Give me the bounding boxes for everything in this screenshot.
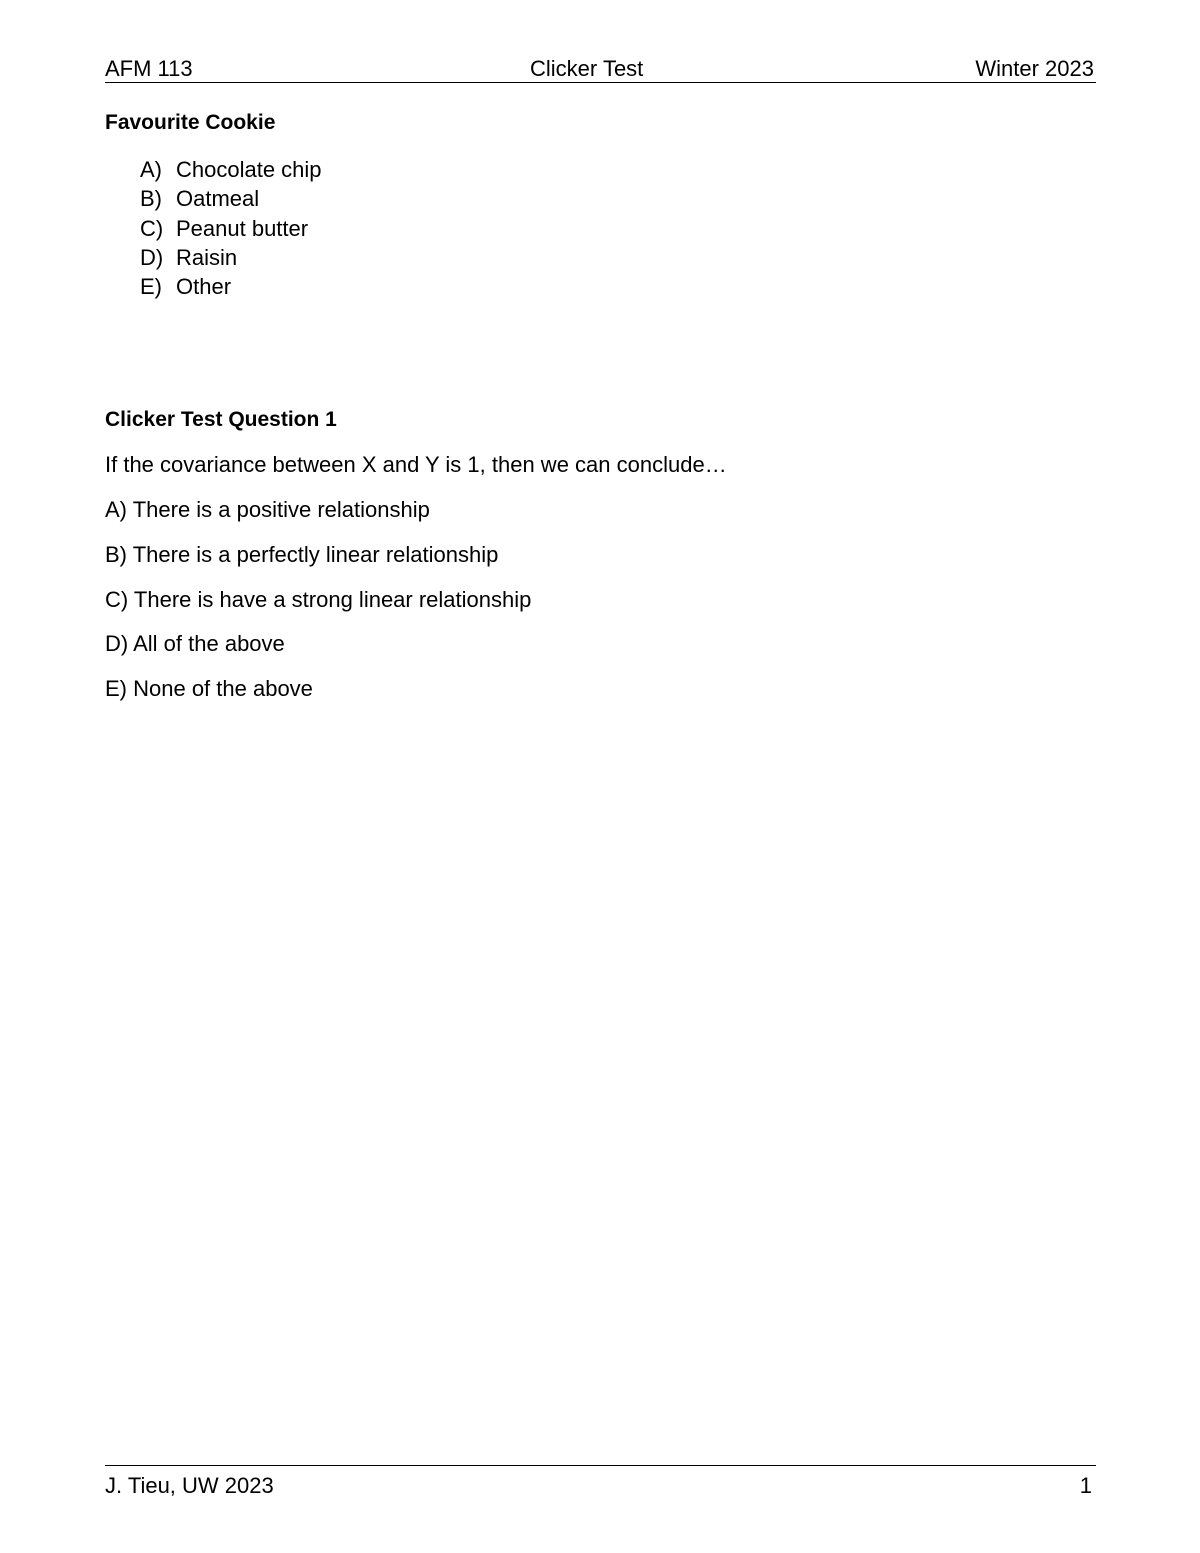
option-letter: E) [140,274,162,300]
list-item: C) There is have a strong linear relationship [105,586,532,612]
option-text: Oatmeal [176,186,260,212]
list-item: D) All of the above [105,631,285,657]
cookie-section-title: Favourite Cookie [105,111,276,134]
option-text: Chocolate chip [176,157,322,182]
list-item [140,272,322,301]
list-item [140,243,322,272]
term-label: Winter 2023 [975,56,1094,81]
page-footer [105,1465,1096,1502]
option-letter: B) [140,186,162,212]
list-item: E) None of the above [105,676,313,702]
option-text: Peanut butter [176,215,309,241]
list-item: B) There is a perfectly linear relationship [105,541,499,567]
cookie-options-list [140,155,322,301]
author-label: J. Tieu, UW 2023 [105,1473,274,1498]
question-prompt: If the covariance between X and Y is 1, then we can conclude… [105,452,727,477]
option-letter: D) [140,244,164,270]
list-item [140,155,322,184]
option-text: Other [176,274,232,300]
list-item: A) There is a positive relationship [105,497,430,522]
option-letter: A) [140,157,162,182]
question-options-list [105,497,531,721]
course-code: AFM 113 [105,56,193,81]
page-header [105,56,1096,83]
option-letter: C) [140,215,164,241]
document-title: Clicker Test [530,56,644,81]
list-item [140,214,322,243]
option-text: Raisin [176,244,238,270]
list-item [140,184,322,213]
page-number: 1 [1079,1473,1092,1498]
question-title: Clicker Test Question 1 [105,408,337,431]
